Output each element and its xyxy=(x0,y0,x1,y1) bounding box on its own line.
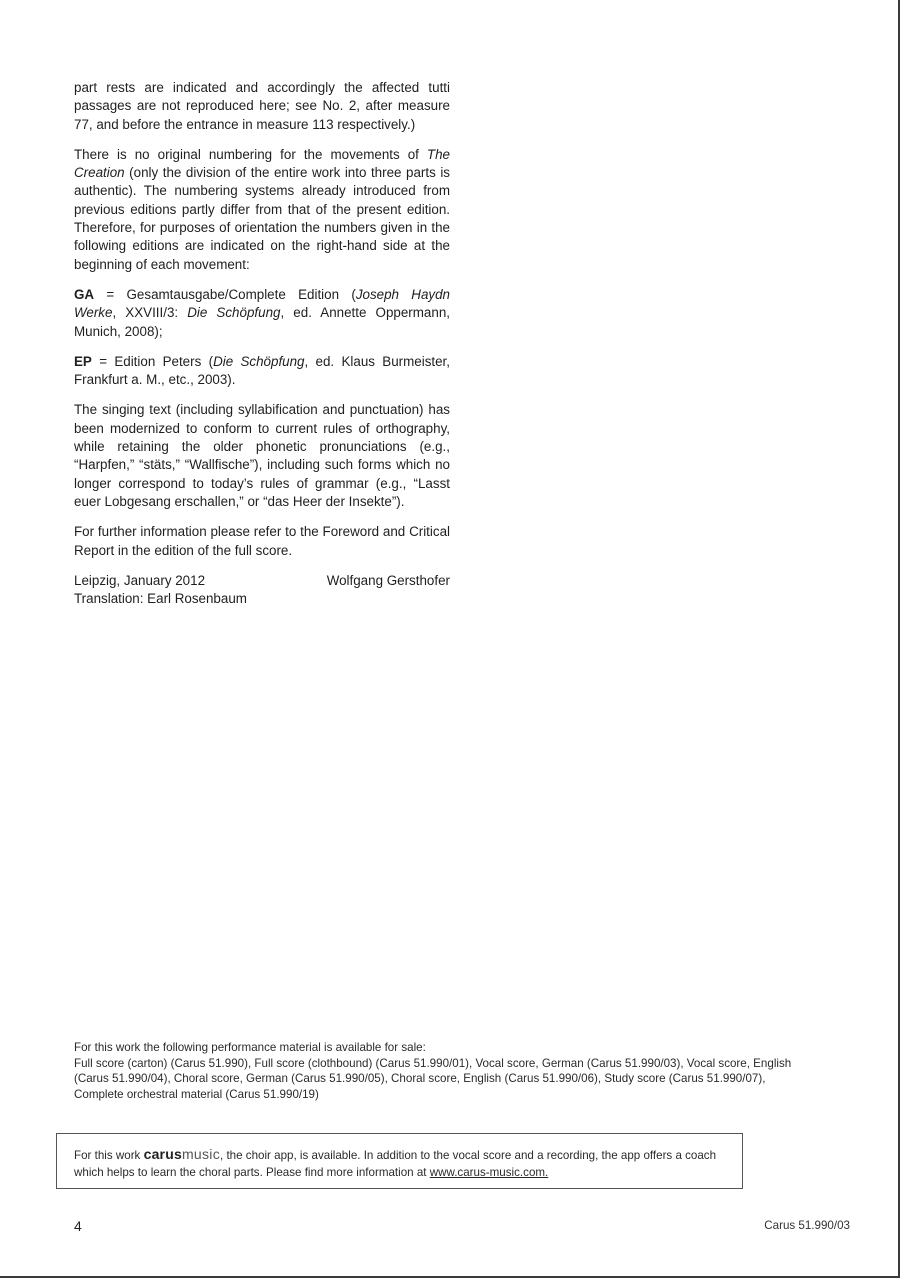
numbering-text-b: (only the division of the entire work into three parts is authentic). The numbering systems already introduced from previous editions partly differ from that of the present edition. Therefore, for purposes of orientation the numbers given in the following editions are indicated on the right-hand side at the beginning of each movement: xyxy=(74,165,450,272)
edition-ga xyxy=(74,286,450,341)
app-prefix: For this work xyxy=(74,1149,144,1162)
performance-material-intro: For this work the following performance material is available for sale: xyxy=(74,1041,426,1054)
signature-block xyxy=(74,572,450,610)
ep-title: Die Schöpfung xyxy=(213,353,305,369)
ga-text-c: , ed. Annette Oppermann, Munich, 2008); xyxy=(74,305,450,339)
paragraph-singing-text: The singing text (including syllabification and punctuation) has been modernized to conform to current rules of orthography, while retaining the older phonetic pronunciations (e.g., “Harpfen,” “stäts,” “Wallfische”), including such forms which no longer correspond to today’s rules of grammar (e.g., “Lasst euer Lobgesang erschallen,” or “das Heer der Insekte”). xyxy=(74,402,450,509)
ga-work: Joseph Haydn Werke xyxy=(74,286,450,321)
ga-text-a: = Gesamtausgabe/Complete Edition ( xyxy=(94,286,356,302)
page-number: 4 xyxy=(74,1218,82,1234)
paragraph-further-info: For further information please refer to the Foreword and Critical Report in the edition of the full score. xyxy=(74,524,450,558)
carus-website-link[interactable]: www.carus-music.com. xyxy=(429,1166,549,1179)
carus-logo-text: carus xyxy=(143,1146,182,1162)
ep-text-a: = Edition Peters ( xyxy=(91,353,214,369)
carus-music-app-box xyxy=(56,1133,743,1189)
catalog-number: Carus 51.990/03 xyxy=(764,1219,850,1232)
ep-abbr: EP xyxy=(74,353,92,369)
ga-abbr: GA xyxy=(74,286,95,302)
work-title-creation: The Creation xyxy=(74,146,450,181)
numbering-text-a: There is no original numbering for the movements of xyxy=(74,146,427,162)
ga-title: Die Schöpfung xyxy=(187,305,281,321)
place-date: Leipzig, January 2012 xyxy=(74,572,206,588)
performance-material-list: Full score (carton) (Carus 51.990), Full score (clothbound) (Carus 51.990/01), Vocal score, German (Carus 51.990/03), Vocal score, English (Carus 51.990/04), Choral score, German (Carus 51.990/05), Choral score, English (Carus 51.990/06), Study score (Carus 51.990/07), Complete orchestral material (Carus 51.990/19) xyxy=(74,1056,792,1101)
text-column xyxy=(74,79,450,610)
performance-material xyxy=(74,1040,814,1102)
paragraph-numbering xyxy=(74,146,450,274)
ga-text-b: , XXVIII/3: xyxy=(112,305,188,321)
translator: Translation: Earl Rosenbaum xyxy=(74,590,247,606)
music-logo-text: music xyxy=(181,1146,220,1162)
author-name: Wolfgang Gersthofer xyxy=(326,572,450,588)
paragraph-part-rests: part rests are indicated and accordingly the affected tutti passages are not reproduced here; see No. 2, after measure 77, and before the entrance in measure 113 respectively.) xyxy=(74,80,450,132)
edition-ep xyxy=(74,353,450,390)
app-description: , the choir app, is available. In addition to the vocal score and a recording, the app offers a coach which helps to learn the choral parts. Please find more information at xyxy=(74,1149,717,1179)
ep-text-b: , ed. Klaus Burmeister, Frankfurt a. M., etc., 2003). xyxy=(74,353,450,388)
